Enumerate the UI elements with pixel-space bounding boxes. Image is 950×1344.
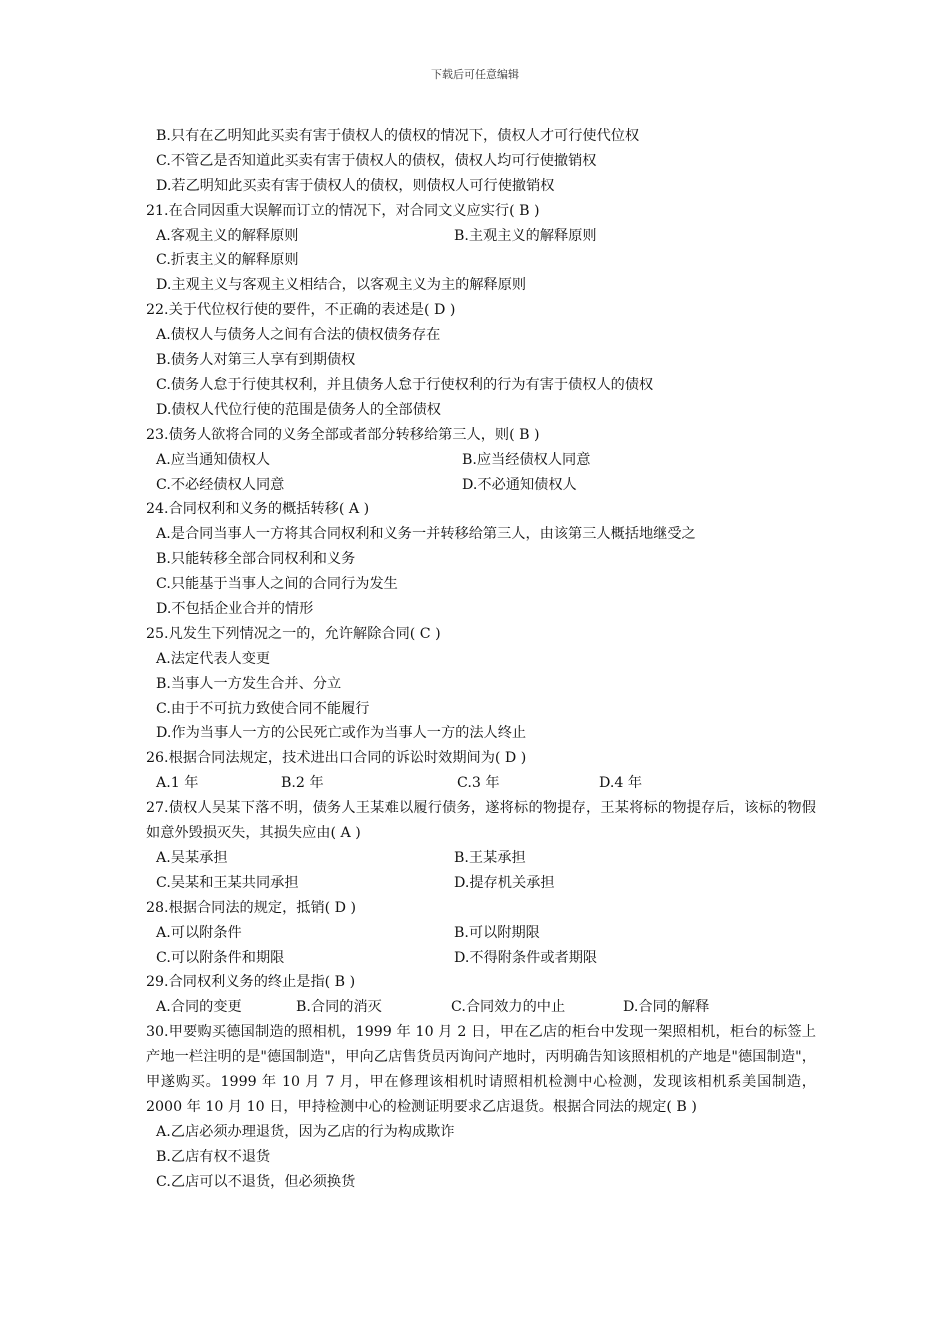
document-body: [146, 124, 816, 1195]
option-b: B.王某承担: [454, 849, 526, 866]
option-row: [146, 846, 816, 871]
option-c: C.乙店可以不退货，但必须换货: [156, 1173, 356, 1190]
option-d: D.合同的解释: [623, 999, 710, 1016]
page-header: 下载后可任意编辑: [431, 68, 519, 81]
option-c: C.只能基于当事人之间的合同行为发生: [156, 576, 398, 593]
question-21: 21.在合同因重大误解而订立的情况下，对合同文义应实行( B ): [146, 202, 540, 219]
option-c: C.合同效力的中止: [451, 999, 566, 1016]
option-d: D.4 年: [599, 775, 643, 792]
option-b: B.可以附期限: [454, 924, 540, 941]
option-d: D.不包括企业合并的情形: [156, 600, 314, 617]
option-b: B.应当经债权人同意: [462, 451, 591, 468]
option-b: B.乙店有权不退货: [156, 1148, 271, 1165]
question-27: 27.债权人吴某下落不明，债务人王某难以履行债务，遂将标的物提存，王某将标的物提存后，该标的物假如意外毁损灭失，其损失应由( A ): [146, 800, 816, 842]
option-d: D.主观主义与客观主义相结合，以客观主义为主的解释原则: [156, 277, 527, 294]
option-row: [146, 871, 816, 896]
option-d: D.若乙明知此买卖有害于债权人的债权，则债权人可行使撤销权: [156, 177, 555, 194]
option-c: C.由于不可抗力致使合同不能履行: [156, 700, 370, 717]
option-row: [146, 946, 816, 971]
option-c: C.不管乙是否知道此买卖有害于债权人的债权，债权人均可行使撤销权: [156, 152, 597, 169]
option-c: C.可以附条件和期限: [156, 949, 285, 966]
option-d: D.作为当事人一方的公民死亡或作为当事人一方的法人终止: [156, 725, 527, 742]
option-b: B.只有在乙明知此买卖有害于债权人的债权的情况下，债权人才可行使代位权: [156, 128, 640, 144]
question-29: 29.合同权利义务的终止是指( B ): [146, 974, 356, 991]
option-a: A.吴某承担: [156, 849, 228, 866]
question-30: 30.甲要购买德国制造的照相机，1999 年 10 月 2 日，甲在乙店的柜台中发现一架照相机，柜台的标签上产地一栏注明的是"德国制造"，甲向乙店售货员丙询问产地时，丙明确告知该照相机的产地是"德国制造"，甲遂购买。1999 年 10 月 7 月，甲在修理该相机时请照相机检测中心检测，发现该相机系美国制造，2000 年 10 月 10 日，甲持检测中心的检测证明要求乙店退货。根据合同法的规定( B ): [146, 1024, 816, 1115]
question-28: 28.根据合同法的规定，抵销( D ): [146, 899, 357, 916]
option-b: B.债务人对第三人享有到期债权: [156, 352, 356, 369]
option-a: A.乙店必须办理退货，因为乙店的行为构成欺诈: [156, 1123, 455, 1140]
option-d: D.不必通知债权人: [462, 476, 577, 493]
option-c: C.折衷主义的解释原则: [156, 252, 299, 269]
option-b: B.当事人一方发生合并、分立: [156, 675, 342, 692]
option-row: [146, 771, 816, 796]
option-b: B.主观主义的解释原则: [454, 227, 597, 244]
option-a: A.客观主义的解释原则: [156, 227, 299, 244]
option-d: D.提存机关承担: [454, 874, 555, 891]
question-22: 22.关于代位权行使的要件，不正确的表述是( D ): [146, 302, 456, 319]
option-b: B.2 年: [281, 775, 324, 792]
option-a: A.是合同当事人一方将其合同权利和义务一并转移给第三人，由该第三人概括地继受之: [156, 526, 696, 543]
option-c: C.债务人怠于行使其权利，并且债务人怠于行使权利的行为有害于债权人的债权: [156, 376, 654, 393]
option-a: A.1 年: [156, 775, 199, 792]
option-d: D.债权人代位行使的范围是债务人的全部债权: [156, 401, 441, 418]
option-a: A.可以附条件: [156, 924, 242, 941]
option-b: B.只能转移全部合同权利和义务: [156, 551, 356, 568]
option-row: [146, 448, 816, 473]
option-a: A.债权人与债务人之间有合法的债权债务存在: [156, 327, 441, 344]
option-a: A.应当通知债权人: [156, 451, 271, 468]
option-row: [146, 224, 816, 249]
question-26: 26.根据合同法规定，技术进出口合同的诉讼时效期间为( D ): [146, 750, 527, 767]
option-a: A.法定代表人变更: [156, 650, 271, 667]
option-row: [146, 995, 816, 1020]
option-b: B.合同的消灭: [296, 999, 382, 1016]
option-c: C.3 年: [457, 775, 500, 792]
question-24: 24.合同权利和义务的概括转移( A ): [146, 501, 370, 518]
option-c: C.不必经债权人同意: [156, 476, 285, 493]
option-a: A.合同的变更: [156, 999, 242, 1016]
option-row: [146, 473, 816, 498]
option-row: [146, 921, 816, 946]
option-c: C.吴某和王某共同承担: [156, 874, 299, 891]
option-d: D.不得附条件或者期限: [454, 949, 598, 966]
question-25: 25.凡发生下列情况之一的，允许解除合同( C ): [146, 625, 441, 642]
question-23: 23.债务人欲将合同的义务全部或者部分转移给第三人，则( B ): [146, 426, 540, 443]
